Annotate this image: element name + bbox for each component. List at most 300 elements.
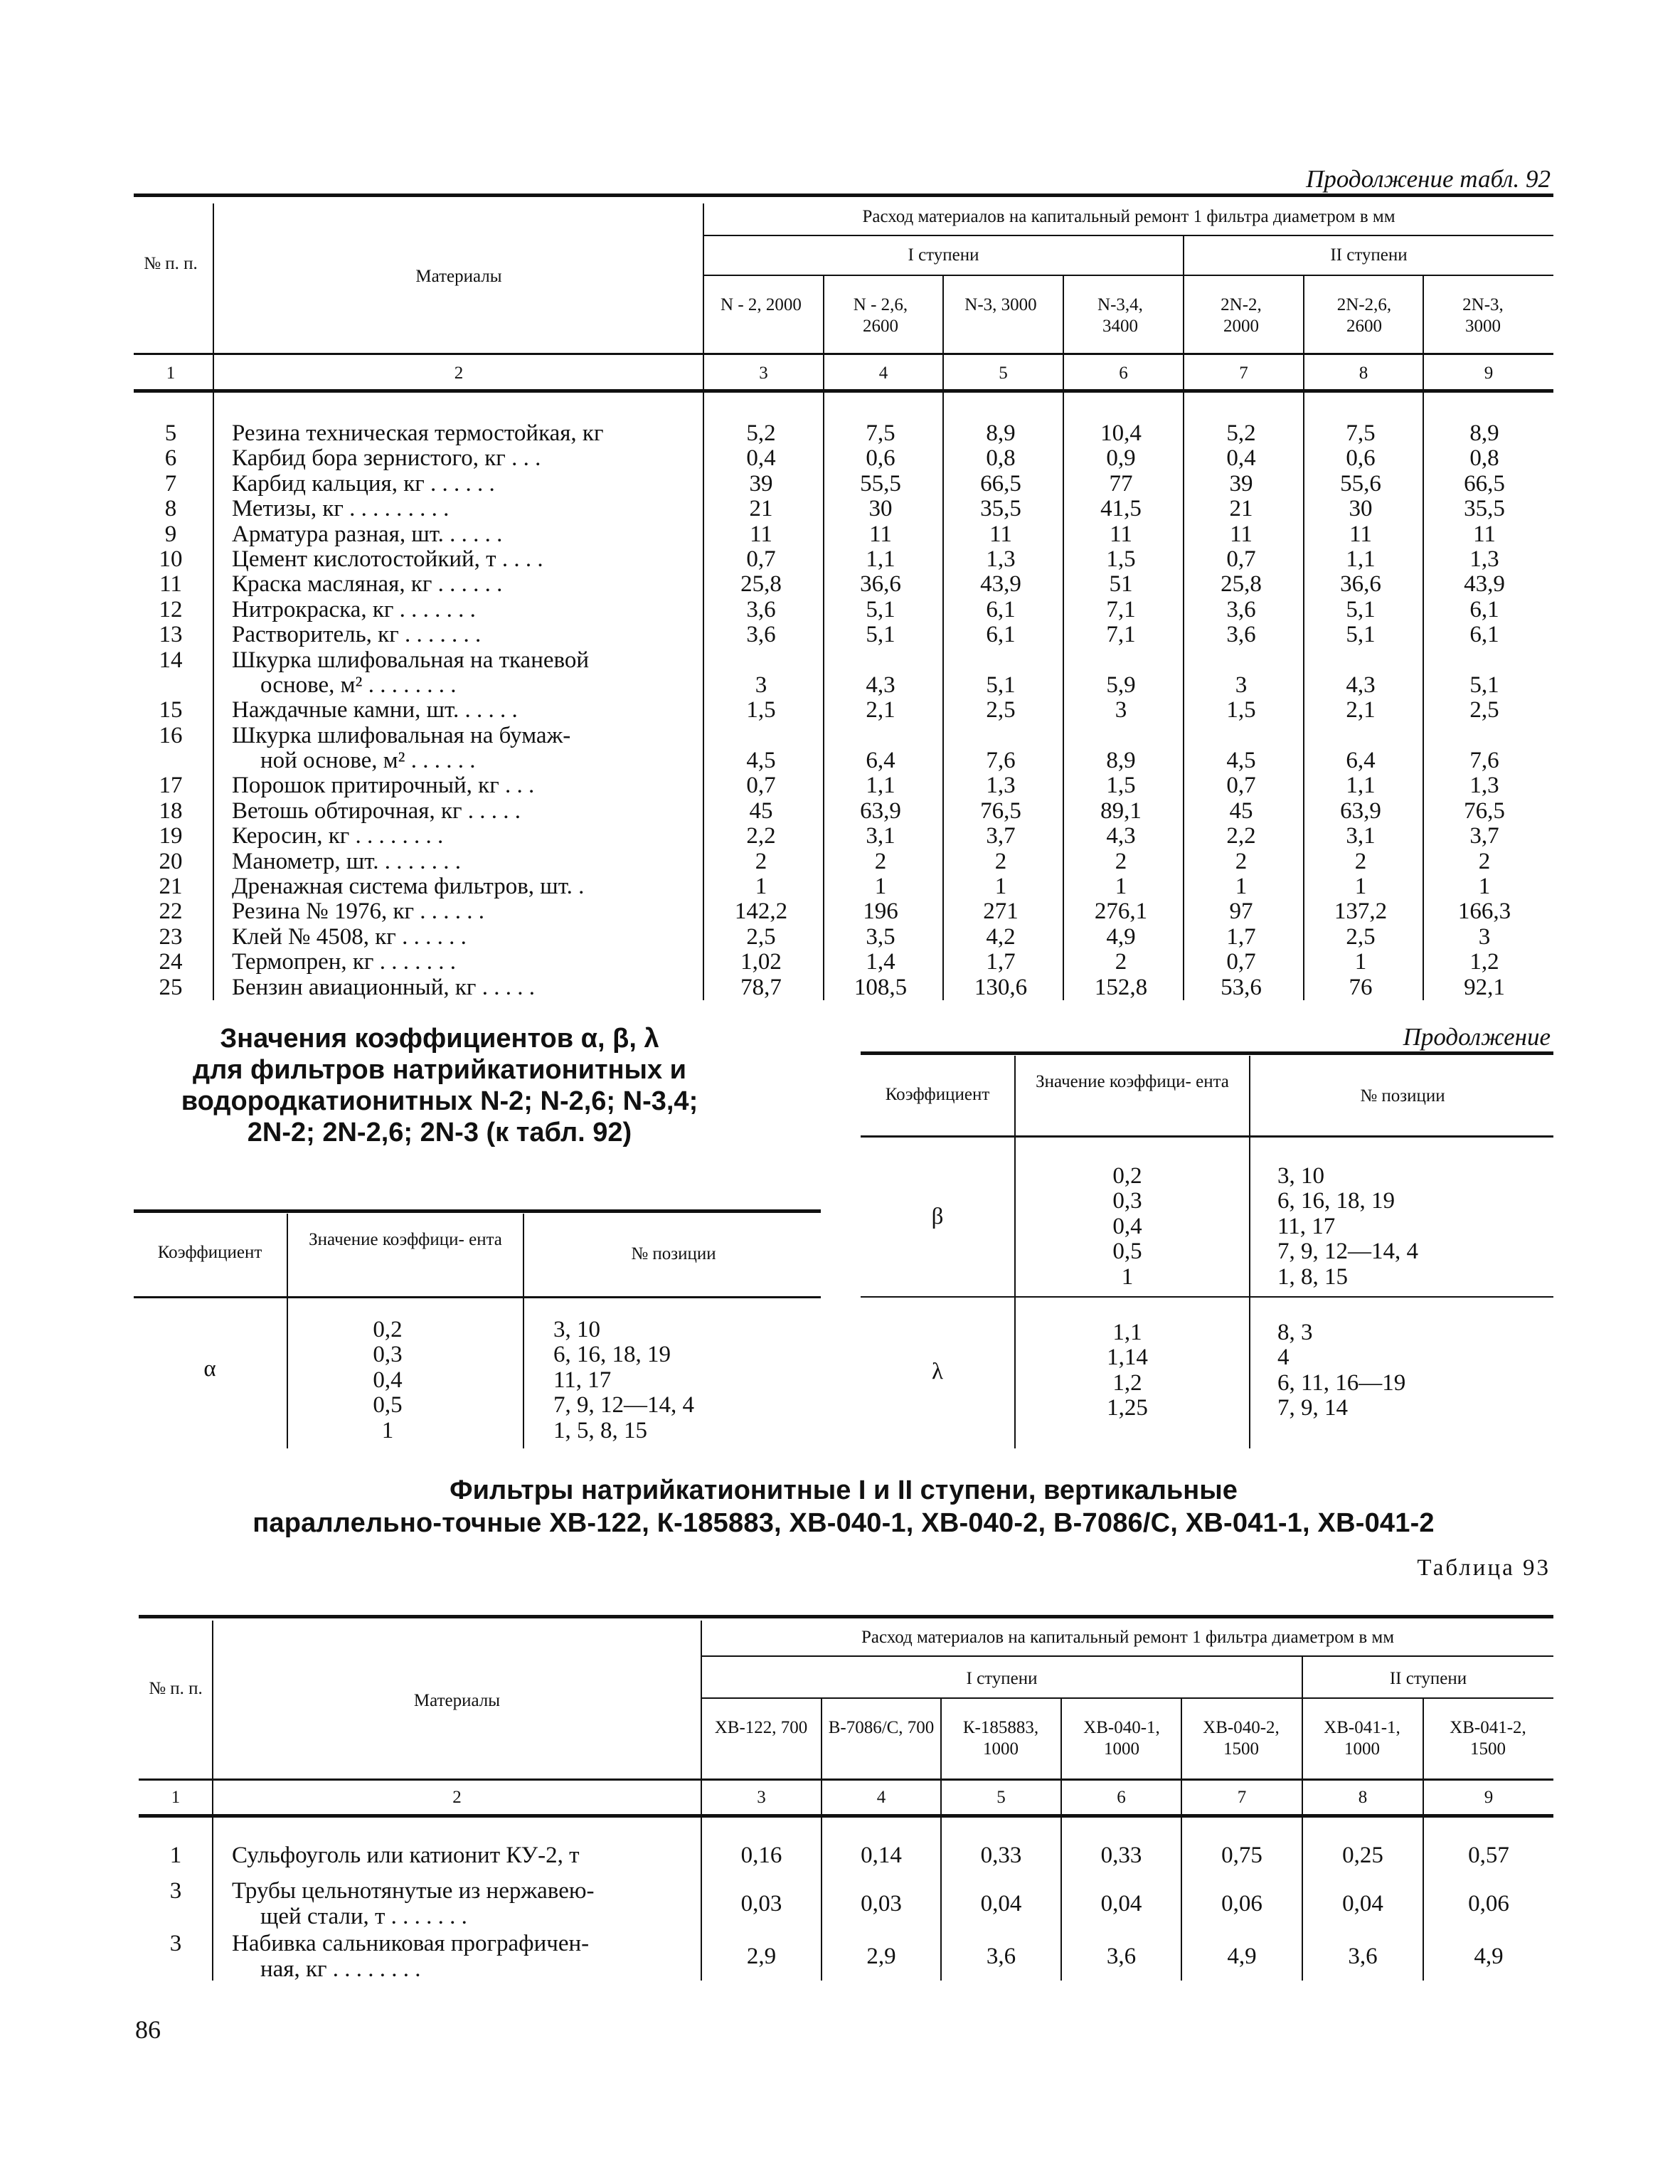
row-number: 13 <box>159 622 183 648</box>
value-cell: 0,6 <box>1346 445 1376 472</box>
value-cell: 3,5 <box>866 923 895 950</box>
table92-colnum: 2 <box>454 364 464 383</box>
value-cell: 0,33 <box>980 1843 1022 1868</box>
table92-colnum: 5 <box>999 364 1008 383</box>
value-cell: 0,25 <box>1342 1843 1383 1868</box>
table93-colnum: 5 <box>996 1788 1006 1807</box>
value-cell: 4,9 <box>1106 923 1136 950</box>
material-name: Трубы цельнотянутые из нержавею- <box>232 1878 595 1904</box>
table93-vline <box>1302 1657 1303 1981</box>
table93-title <box>134 1474 1553 1539</box>
coef-value: 0,4 <box>373 1367 403 1393</box>
table93-col-header: ХВ-040-1, 1000 <box>1083 1718 1160 1759</box>
coef-left-header-rule <box>134 1296 821 1298</box>
value-cell: 2,1 <box>1346 697 1376 723</box>
value-cell: 4,9 <box>1474 1944 1504 1969</box>
value-cell: 0,04 <box>1100 1891 1142 1917</box>
material-name: Цемент кислотостойкий, т . . . . <box>232 546 543 572</box>
coef-continuation: Продолжение <box>1403 1023 1551 1051</box>
value-cell: 11 <box>750 521 772 547</box>
value-cell: 2 <box>874 848 887 874</box>
value-cell: 2 <box>1115 848 1127 874</box>
value-cell: 45 <box>1229 797 1253 824</box>
material-name: Термопрен, кг . . . . . . . <box>232 950 456 975</box>
value-cell: 2,9 <box>746 1944 777 1969</box>
material-name: Резина № 1976, кг . . . . . . <box>232 899 485 925</box>
table93-colnum: 2 <box>452 1788 462 1807</box>
table92-header-rule <box>134 353 1553 355</box>
row-number: 18 <box>159 797 183 824</box>
coef-value: 1 <box>1121 1263 1134 1290</box>
table93-colnum: 3 <box>757 1788 766 1807</box>
material-name: Набивка сальниковая прографичен- <box>232 1931 590 1956</box>
value-cell: 43,9 <box>1464 571 1505 598</box>
value-cell: 5,1 <box>1346 622 1376 648</box>
value-cell: 1 <box>874 874 887 900</box>
value-cell: 4,2 <box>986 923 1016 950</box>
coef-position: 1, 5, 8, 15 <box>553 1417 647 1443</box>
coef-position: 3, 10 <box>553 1317 600 1342</box>
value-cell: 97 <box>1229 898 1253 925</box>
value-cell <box>711 648 811 673</box>
table92-col-header: N-3,4, 3400 <box>1097 295 1143 336</box>
lambda-symbol: λ <box>931 1359 943 1384</box>
value-cell: 5,1 <box>1469 672 1499 698</box>
value-cell: 43,9 <box>980 571 1021 598</box>
table93-title-line: параллельно-точные ХВ-122, К-185883, ХВ-040-1, ХВ-040-2, В-7086/С, ХВ-041-1, ХВ-041-2 <box>252 1508 1435 1538</box>
material-name: Шкурка шлифовальная на бумаж- <box>232 723 571 748</box>
value-cell: 3,6 <box>1226 596 1256 622</box>
row-number: 16 <box>159 722 183 748</box>
value-cell: 1,7 <box>1226 923 1256 950</box>
value-cell: 2,5 <box>746 923 776 950</box>
table92-group-header: Расход материалов на капитальный ремонт 1 фильтра диаметром в мм <box>862 207 1395 226</box>
page-number: 86 <box>135 2015 161 2044</box>
value-cell: 3,6 <box>746 596 776 622</box>
coef-position: 7, 9, 14 <box>1277 1395 1348 1421</box>
table92-colnum: 1 <box>166 364 176 383</box>
table92-col-header: 2N-2,6, 2600 <box>1336 295 1392 336</box>
value-cell: 3 <box>755 672 767 698</box>
coef-left-col3-header: № позиции <box>631 1244 716 1263</box>
table93-colnum-rule <box>139 1814 1553 1818</box>
row-number <box>135 748 206 773</box>
value-cell: 5,2 <box>1226 420 1256 446</box>
table93-vline <box>821 1699 822 1981</box>
table92-colnum: 8 <box>1359 364 1368 383</box>
value-cell: 1 <box>1115 874 1127 900</box>
table93-label: Таблица 93 <box>1417 1555 1551 1581</box>
row-number: 8 <box>164 496 177 522</box>
table92-colnum-rule <box>134 389 1553 393</box>
value-cell: 1 <box>1354 949 1367 975</box>
value-cell: 142,2 <box>734 898 788 925</box>
value-cell: 11 <box>989 521 1012 547</box>
value-cell: 41,5 <box>1100 496 1142 522</box>
coef-value: 0,4 <box>1112 1213 1142 1239</box>
row-number: 3 <box>169 1878 182 1904</box>
value-cell: 6,1 <box>986 622 1016 648</box>
value-cell: 0,14 <box>861 1843 902 1868</box>
lambda-positions <box>1277 1320 1548 1421</box>
value-cell: 25,8 <box>1221 571 1262 598</box>
material-name: ная, кг . . . . . . . . <box>260 1956 421 1982</box>
coef-position: 1, 8, 15 <box>1277 1263 1348 1290</box>
value-cell: 1,1 <box>866 773 895 799</box>
material-name: Ветошь обтирочная, кг . . . . . <box>232 798 521 824</box>
value-cell: 108,5 <box>854 974 908 1000</box>
row-number: 6 <box>164 445 177 472</box>
row-number: 14 <box>159 647 183 673</box>
table93-group-header: Расход материалов на капитальный ремонт 1 фильтра диаметром в мм <box>861 1628 1395 1647</box>
material-name: Карбид кальция, кг . . . . . . <box>232 471 495 497</box>
value-cell: 45 <box>749 797 773 824</box>
value-cell: 2 <box>1115 949 1127 975</box>
value-cell: 3,6 <box>746 622 776 648</box>
row-number: 23 <box>159 923 183 950</box>
value-cell: 66,5 <box>980 470 1021 497</box>
value-cell <box>1191 648 1291 673</box>
value-cell: 7,6 <box>986 748 1016 774</box>
material-name: Порошок притирочный, кг . . . <box>232 773 535 799</box>
value-cell: 1,4 <box>866 949 895 975</box>
value-cell: 166,3 <box>1457 898 1511 925</box>
value-cell: 8,9 <box>986 420 1016 446</box>
coef-value: 1,14 <box>1107 1345 1148 1371</box>
value-cell: 39 <box>1229 470 1253 497</box>
row-number: 21 <box>159 874 183 900</box>
coef-right-vline <box>1249 1056 1250 1448</box>
table92-col-header: 2N-3, 3000 <box>1462 295 1504 336</box>
value-cell: 6,1 <box>1469 596 1499 622</box>
value-cell: 0,16 <box>740 1843 782 1868</box>
beta-values <box>1067 1164 1188 1290</box>
value-cell <box>951 648 1051 673</box>
value-cell: 2 <box>1478 848 1491 874</box>
value-cell: 8,9 <box>1106 748 1136 774</box>
row-number: 3 <box>169 1931 182 1956</box>
value-cell: 77 <box>1109 470 1133 497</box>
value-cell: 3,7 <box>1469 823 1499 849</box>
table93-stage-rule <box>701 1697 1553 1699</box>
value-cell: 2,5 <box>986 697 1016 723</box>
table93-vline <box>1423 1699 1424 1981</box>
table93-colnum: 6 <box>1117 1788 1126 1807</box>
value-cell: 76 <box>1349 974 1373 1000</box>
value-cell: 1,1 <box>1346 773 1376 799</box>
alpha-values <box>327 1318 448 1443</box>
value-cell <box>1311 648 1410 673</box>
value-cell: 1,5 <box>1226 697 1256 723</box>
value-cell: 130,6 <box>974 974 1028 1000</box>
value-cell: 1 <box>755 874 767 900</box>
coef-value: 1 <box>381 1417 394 1443</box>
table92-stage-rule <box>704 275 1553 276</box>
row-number: 12 <box>159 596 183 622</box>
value-cell: 30 <box>1349 496 1373 522</box>
value-cell: 6,1 <box>1469 622 1499 648</box>
value-cell: 89,1 <box>1100 797 1142 824</box>
value-cell: 0,06 <box>1221 1891 1262 1917</box>
value-cell <box>1191 723 1291 748</box>
coef-value: 1,2 <box>1112 1369 1142 1396</box>
table92-col-header: 2N-2, 2000 <box>1221 295 1262 336</box>
value-cell: 0,8 <box>986 445 1016 472</box>
value-cell: 7,1 <box>1106 622 1136 648</box>
value-cell: 3,1 <box>866 823 895 849</box>
value-cell <box>951 723 1051 748</box>
material-name: щей стали, т . . . . . . . <box>260 1904 467 1929</box>
value-cell: 76,5 <box>1464 797 1505 824</box>
value-cell <box>831 723 930 748</box>
value-cell: 3 <box>1478 923 1491 950</box>
row-number <box>135 673 206 698</box>
value-cell: 2 <box>755 848 767 874</box>
coef-right-vline <box>1014 1056 1016 1448</box>
value-cell: 3 <box>1115 697 1127 723</box>
table93-col-header: ХВ-040-2, 1500 <box>1203 1718 1280 1759</box>
value-cell: 39 <box>749 470 773 497</box>
table92-values-col4 <box>831 421 930 1000</box>
coef-position: 6, 11, 16—19 <box>1277 1369 1406 1396</box>
value-cell: 5,1 <box>1346 596 1376 622</box>
material-name: ной основе, м² . . . . . . <box>260 748 476 774</box>
table92-top-rule <box>134 194 1553 197</box>
value-cell: 3,6 <box>986 1944 1016 1969</box>
coef-position: 11, 17 <box>1277 1213 1336 1239</box>
coef-position: 11, 17 <box>553 1367 612 1393</box>
value-cell: 4,9 <box>1227 1944 1257 1969</box>
value-cell: 11 <box>869 521 892 547</box>
coef-value: 0,5 <box>373 1392 403 1419</box>
value-cell: 0,7 <box>1226 949 1256 975</box>
material-name: Сульфоуголь или катионит КУ-2, т <box>232 1843 580 1868</box>
coef-value: 0,2 <box>373 1317 403 1342</box>
material-name: Наждачные камни, шт. . . . . . <box>232 698 518 723</box>
value-cell: 1,7 <box>986 949 1016 975</box>
coef-left-vline <box>523 1214 524 1448</box>
value-cell: 0,03 <box>740 1891 782 1917</box>
table92-col-no-header: № п. п. <box>144 254 198 273</box>
coef-position: 6, 16, 18, 19 <box>553 1342 671 1368</box>
row-number: 15 <box>159 697 183 723</box>
value-cell: 30 <box>868 496 893 522</box>
value-cell: 36,6 <box>1340 571 1381 598</box>
value-cell: 1 <box>1354 874 1367 900</box>
coef-left-top-rule <box>134 1209 821 1213</box>
table92-values-col7 <box>1191 421 1291 1000</box>
material-name: Арматура разная, шт. . . . . . <box>232 521 503 547</box>
table92-colnum: 6 <box>1119 364 1128 383</box>
material-name: Растворитель, кг . . . . . . . <box>232 622 482 648</box>
table92-col-materials-header: Материалы <box>415 267 502 286</box>
value-cell: 0,4 <box>746 445 776 472</box>
table92-vline <box>823 276 824 1000</box>
table92-materials <box>232 421 694 1000</box>
value-cell: 7,5 <box>1346 420 1376 446</box>
alpha-positions <box>553 1318 817 1443</box>
coef-position: 7, 9, 12—14, 4 <box>553 1392 694 1419</box>
value-cell: 1,5 <box>1106 546 1136 572</box>
value-cell: 2,9 <box>866 1944 896 1969</box>
coef-title-line: водородкатионитных N-2; N-2,6; N-3,4; <box>181 1086 698 1116</box>
value-cell: 0,04 <box>1342 1891 1383 1917</box>
coef-right-col1-header: Коэффициент <box>885 1085 990 1104</box>
lambda-values <box>1067 1320 1188 1421</box>
value-cell <box>1071 723 1171 748</box>
value-cell: 1,1 <box>1346 546 1376 572</box>
value-cell: 0,4 <box>1226 445 1256 472</box>
table92-vline <box>1303 276 1304 1000</box>
value-cell: 11 <box>1349 521 1372 547</box>
coef-right-col2-header: Значение коэффици- ента <box>1036 1072 1229 1091</box>
value-cell: 7,6 <box>1469 748 1499 774</box>
value-cell: 63,9 <box>860 797 901 824</box>
value-cell: 2,5 <box>1469 697 1499 723</box>
coef-title-line: для фильтров натрийкатионитных и <box>192 1055 687 1085</box>
table93-colnum: 8 <box>1358 1788 1368 1807</box>
value-cell: 1,3 <box>986 773 1016 799</box>
table92-row-numbers <box>135 421 206 1000</box>
value-cell: 92,1 <box>1464 974 1505 1000</box>
table92-vline <box>213 203 214 1000</box>
value-cell: 63,9 <box>1340 797 1381 824</box>
value-cell: 0,8 <box>1469 445 1499 472</box>
value-cell: 66,5 <box>1464 470 1505 497</box>
value-cell: 137,2 <box>1334 898 1388 925</box>
table92-col-header: N - 2,6, 2600 <box>853 295 908 336</box>
table93-stage1-header: I ступени <box>966 1669 1038 1688</box>
table92-caption: Продолжение табл. 92 <box>1306 165 1551 193</box>
material-name: Краска масляная, кг . . . . . . <box>232 572 503 598</box>
value-cell: 2,2 <box>746 823 776 849</box>
table92-colnum: 9 <box>1484 364 1494 383</box>
value-cell: 0,33 <box>1100 1843 1142 1868</box>
material-name: Нитрокраска, кг . . . . . . . <box>232 597 476 622</box>
value-cell: 1,02 <box>740 949 782 975</box>
table93-colnum: 7 <box>1237 1788 1247 1807</box>
value-cell: 0,7 <box>1226 546 1256 572</box>
value-cell: 0,57 <box>1468 1843 1509 1868</box>
value-cell: 0,75 <box>1221 1843 1262 1868</box>
row-number: 25 <box>159 974 183 1000</box>
table92-colnum: 7 <box>1239 364 1248 383</box>
value-cell: 5,9 <box>1106 672 1136 698</box>
coef-left-col1-header: Коэффициент <box>157 1243 262 1262</box>
value-cell <box>1431 723 1538 748</box>
material-name: Карбид бора зернистого, кг . . . <box>232 446 541 472</box>
table93-col-header: ХВ-041-1, 1000 <box>1324 1718 1400 1759</box>
value-cell: 0,6 <box>866 445 895 472</box>
table93-col-header: В-7086/С, 700 <box>828 1718 935 1737</box>
value-cell: 0,06 <box>1468 1891 1509 1917</box>
coef-value: 0,3 <box>373 1342 403 1368</box>
table92-col-header: N-3, 3000 <box>964 295 1037 314</box>
value-cell: 36,6 <box>860 571 901 598</box>
table92-colnum: 4 <box>878 364 888 383</box>
table93-col-materials-header: Материалы <box>413 1691 501 1710</box>
value-cell: 0,9 <box>1106 445 1136 472</box>
table92-vline <box>1423 276 1424 1000</box>
value-cell: 1 <box>1478 874 1491 900</box>
value-cell: 5,1 <box>866 596 895 622</box>
value-cell: 2,1 <box>866 697 895 723</box>
coef-right-header-rule <box>861 1135 1553 1138</box>
value-cell: 35,5 <box>980 496 1021 522</box>
table93-vline <box>940 1699 942 1981</box>
table92-vline <box>1183 236 1184 1000</box>
table92-values-col5 <box>951 421 1051 1000</box>
material-name: основе, м² . . . . . . . . <box>260 672 457 698</box>
coef-title <box>134 1023 745 1148</box>
table92-stage2-header: II ступени <box>1330 245 1408 265</box>
value-cell: 4,3 <box>866 672 895 698</box>
coef-left-col2-header: Значение коэффици- ента <box>309 1230 502 1249</box>
value-cell: 6,4 <box>866 748 895 774</box>
table93-top-rule <box>139 1615 1553 1618</box>
value-cell: 0,7 <box>1226 773 1256 799</box>
table93-vline <box>1060 1699 1062 1981</box>
value-cell: 35,5 <box>1464 496 1505 522</box>
table92-group-rule <box>704 235 1553 236</box>
value-cell: 1 <box>1235 874 1248 900</box>
table93-stage2-header: II ступени <box>1389 1669 1467 1688</box>
value-cell: 5,2 <box>746 420 776 446</box>
coef-right-mid-rule <box>861 1296 1553 1298</box>
material-name: Бензин авиационный, кг . . . . . <box>232 975 535 1000</box>
value-cell: 2 <box>1235 848 1248 874</box>
coef-position: 6, 16, 18, 19 <box>1277 1188 1395 1214</box>
value-cell: 3,6 <box>1106 1944 1137 1969</box>
material-name: Метизы, кг . . . . . . . . . <box>232 497 450 522</box>
coef-position: 8, 3 <box>1277 1320 1313 1345</box>
coef-value: 0,3 <box>1112 1188 1142 1214</box>
value-cell: 4,3 <box>1346 672 1376 698</box>
row-number: 24 <box>159 949 183 975</box>
material-name: Дренажная система фильтров, шт. . <box>232 874 585 900</box>
coef-right-col3-header: № позиции <box>1360 1086 1445 1106</box>
table92-vline <box>703 203 704 1000</box>
coef-value: 1,1 <box>1112 1320 1142 1345</box>
value-cell: 8,9 <box>1469 420 1499 446</box>
coef-position: 3, 10 <box>1277 1163 1324 1189</box>
table92-colnum: 3 <box>759 364 768 383</box>
coef-left-vline <box>287 1214 288 1448</box>
value-cell: 0,7 <box>746 546 776 572</box>
value-cell <box>711 723 811 748</box>
value-cell: 3,7 <box>986 823 1016 849</box>
value-cell: 11 <box>1473 521 1496 547</box>
row-number: 7 <box>164 470 177 497</box>
value-cell: 21 <box>749 496 773 522</box>
coef-value: 0,5 <box>1112 1239 1142 1265</box>
row-number: 10 <box>159 546 183 572</box>
value-cell: 2 <box>994 848 1007 874</box>
material-name: Шкурка шлифовальная на тканевой <box>232 647 590 673</box>
material-name: Клей № 4508, кг . . . . . . <box>232 924 467 950</box>
table92-values-col6 <box>1071 421 1171 1000</box>
coef-value: 1,25 <box>1107 1395 1148 1421</box>
value-cell: 2 <box>1354 848 1367 874</box>
value-cell: 1,2 <box>1469 949 1499 975</box>
value-cell: 11 <box>1110 521 1132 547</box>
value-cell: 0,03 <box>861 1891 902 1917</box>
table92-stage1-header: I ступени <box>908 245 979 265</box>
value-cell <box>1431 648 1538 673</box>
coef-position: 4 <box>1277 1345 1290 1371</box>
value-cell: 1,5 <box>1106 773 1136 799</box>
value-cell: 10,4 <box>1100 420 1142 446</box>
